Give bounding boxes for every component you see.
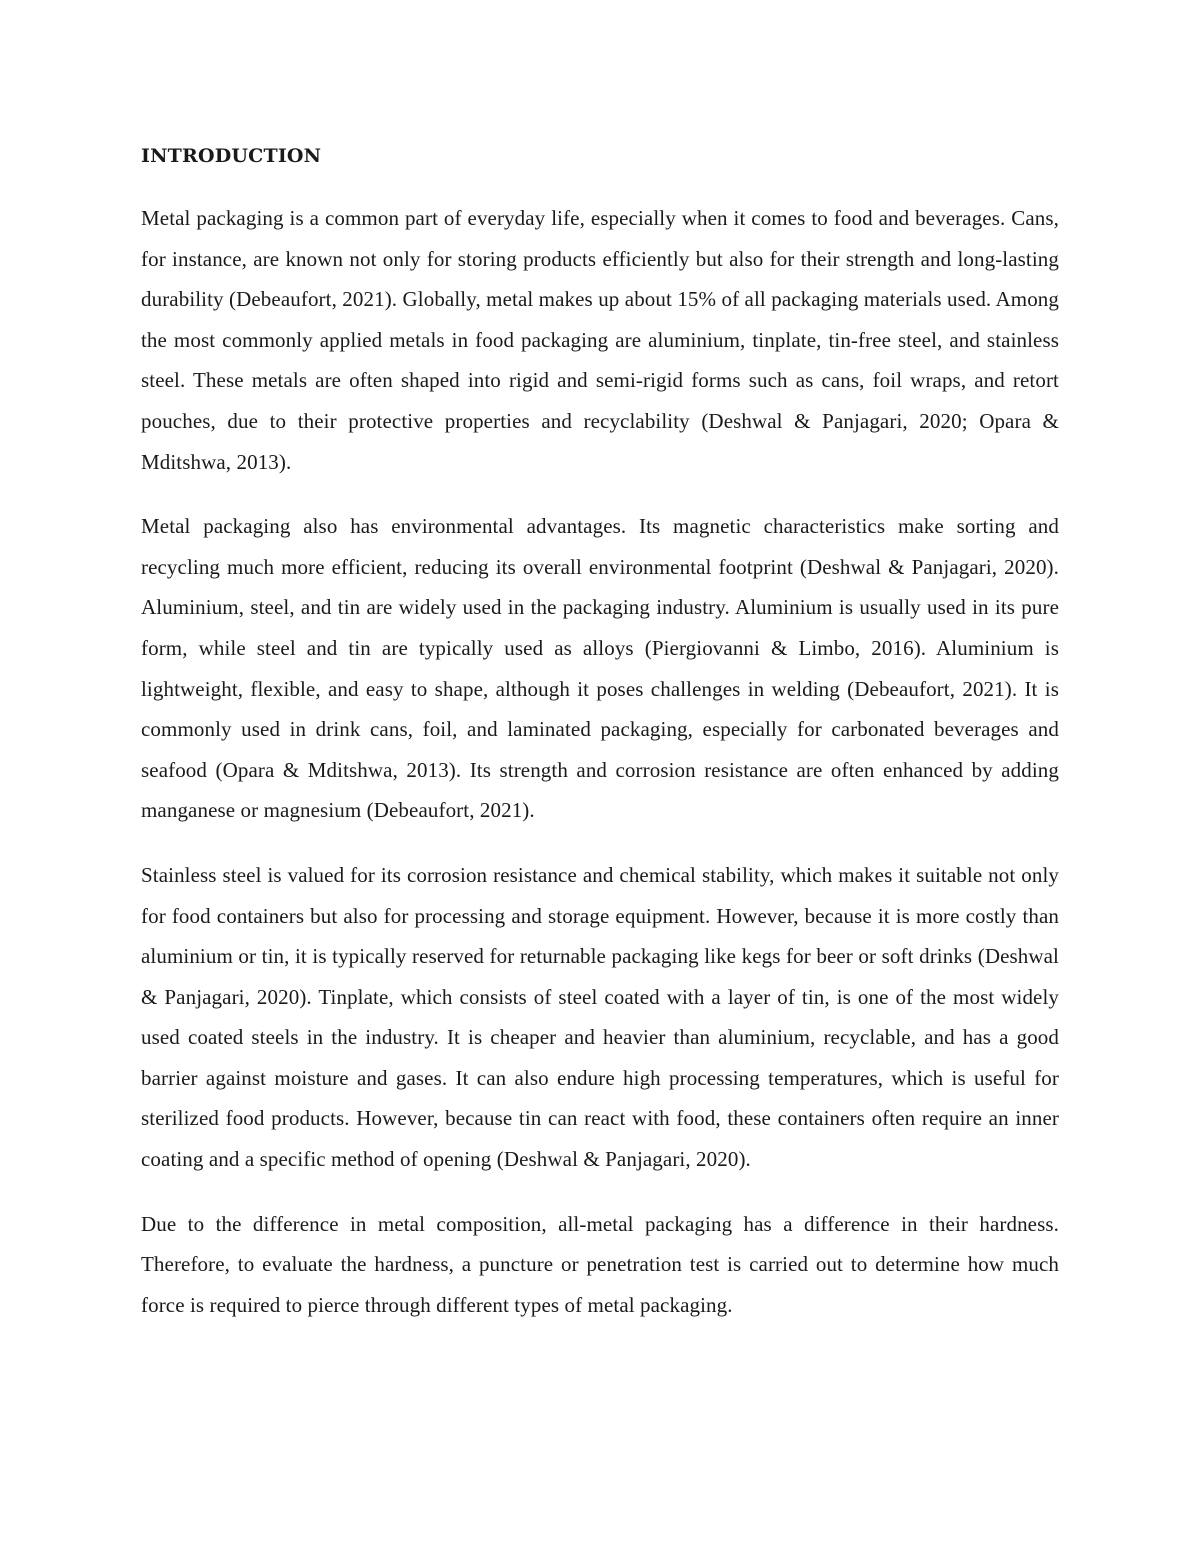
section-heading: INTRODUCTION: [141, 145, 322, 167]
paragraph-hardness-test: Due to the difference in metal composition, all-metal packaging has a difference in their hardness. Therefore, to evaluate the hardness, a puncture or penetration test is carried out to determine how much force is required to pierce through different types of metal packaging.: [141, 1211, 1059, 1317]
paragraph-environmental-advantages: Metal packaging also has environmental advantages. Its magnetic characteristics make sorting and recycling much more efficient, reducing its overall environmental footprint (Deshwal & Panjagari, 2020). Aluminium, steel, and tin are widely used in the packaging industry. Aluminium is usually used in its pure form, while steel and tin are typically used as alloys (Piergiovanni & Limbo, 2016). Aluminium is lightweight, flexible, and easy to shape, although it poses challenges in welding (Debeaufort, 2021). It is commonly used in drink cans, foil, and laminated packaging, especially for carbonated beverages and seafood (Opara & Mditshwa, 2013). Its strength and corrosion resistance are often enhanced by adding manganese or magnesium (Debeaufort, 2021).: [141, 514, 1059, 823]
paragraph-metal-packaging-overview: Metal packaging is a common part of everyday life, especially when it comes to food and beverages. Cans, for instance, are known not only for storing products efficiently but also for their strength and long-lasting durability (Debeaufort, 2021). Globally, metal makes up about 15% of all packaging materials used. Among the most commonly applied metals in food packaging are aluminium, tinplate, tin-free steel, and stainless steel. These metals are often shaped into rigid and semi-rigid forms such as cans, foil wraps, and retort pouches, due to their protective properties and recyclability (Deshwal & Panjagari, 2020; Opara & Mditshwa, 2013).: [141, 206, 1059, 474]
document-page: [141, 138, 1059, 1349]
paragraph-stainless-steel-tinplate: Stainless steel is valued for its corrosion resistance and chemical stability, which makes it suitable not only for food containers but also for processing and storage equipment. However, because it is more costly than aluminium or tin, it is typically reserved for returnable packaging like kegs for beer or soft drinks (Deshwal & Panjagari, 2020). Tinplate, which consists of steel coated with a layer of tin, is one of the most widely used coated steels in the industry. It is cheaper and heavier than aluminium, recyclable, and has a good barrier against moisture and gases. It can also endure high processing temperatures, which is useful for sterilized food products. However, because tin can react with food, these containers often require an inner coating and a specific method of opening (Deshwal & Panjagari, 2020).: [141, 862, 1059, 1172]
